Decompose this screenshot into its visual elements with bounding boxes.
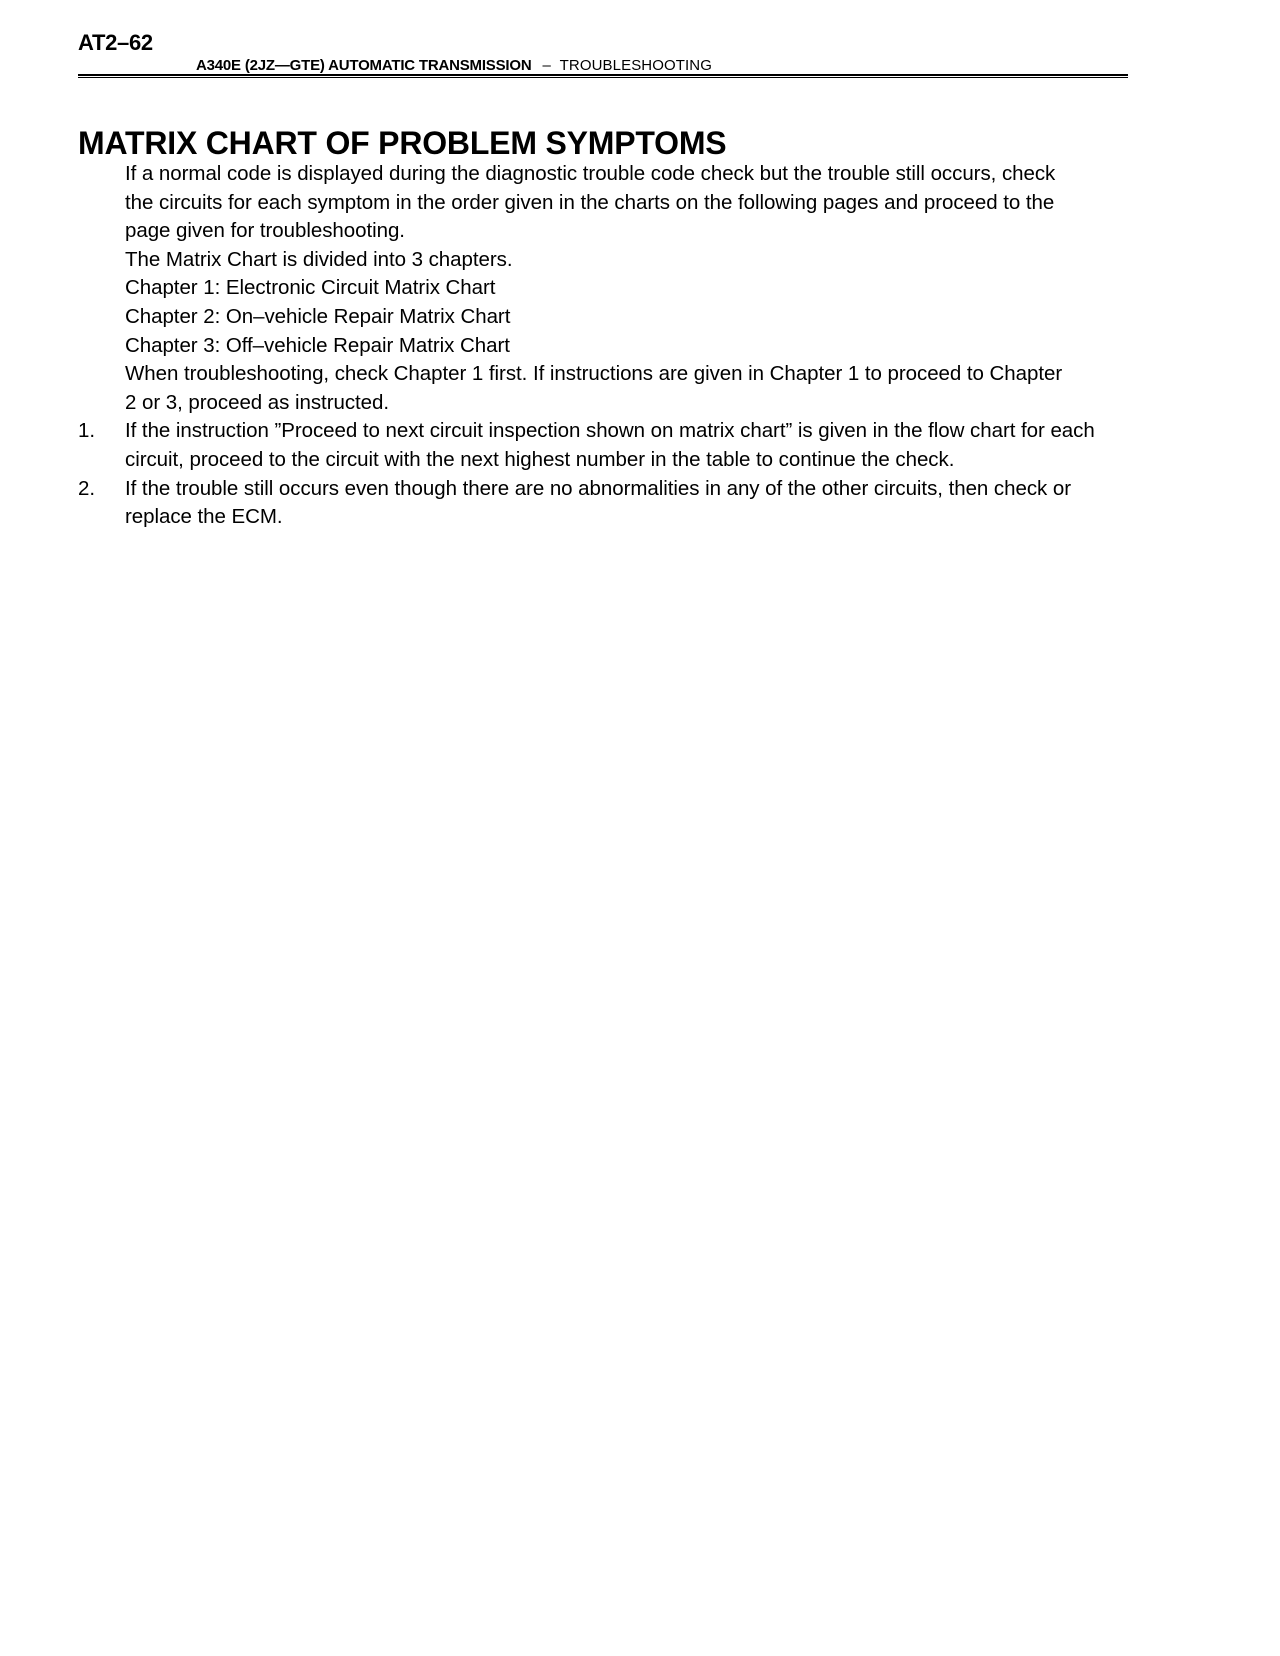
numbered-item-2-line-2: replace the ECM. bbox=[125, 505, 283, 529]
page-number: AT2–62 bbox=[78, 30, 153, 55]
header-subtitle bbox=[196, 57, 712, 75]
header-divider-rule bbox=[78, 74, 1128, 78]
when-troubleshooting-line-1: When troubleshooting, check Chapter 1 first. If instructions are given in Chapter 1 to proceed to Chapter bbox=[125, 362, 1063, 386]
chapter-2-line: Chapter 2: On–vehicle Repair Matrix Chart bbox=[125, 304, 511, 328]
chapter-1-line: Chapter 1: Electronic Circuit Matrix Chart bbox=[125, 276, 496, 300]
numbered-item-1-marker: 1. bbox=[78, 419, 95, 443]
intro-paragraph-line-2: the circuits for each symptom in the order given in the charts on the following pages and proceed to the bbox=[125, 190, 1055, 214]
numbered-item-1-line-1: If the instruction ”Proceed to next circuit inspection shown on matrix chart” is given in the flow chart for each bbox=[125, 419, 1095, 443]
numbered-item-1-line-2: circuit, proceed to the circuit with the next highest number in the table to continue the check. bbox=[125, 447, 955, 471]
numbered-item-2-line-1: If the trouble still occurs even though there are no abnormalities in any of the other circuits, then check or bbox=[125, 476, 1071, 500]
page-title: MATRIX CHART OF PROBLEM SYMPTOMS bbox=[78, 125, 727, 162]
when-troubleshooting-line-2: 2 or 3, proceed as instructed. bbox=[125, 390, 390, 414]
body-content bbox=[0, 160, 1280, 532]
chapter-3-line: Chapter 3: Off–vehicle Repair Matrix Chart bbox=[125, 333, 510, 357]
matrix-divided-line: The Matrix Chart is divided into 3 chapters. bbox=[125, 247, 513, 271]
header-subtitle-main: A340E (2JZ—GTE) AUTOMATIC TRANSMISSION bbox=[196, 57, 532, 74]
numbered-item-2-marker: 2. bbox=[78, 476, 95, 500]
numbered-item-1 bbox=[0, 417, 1280, 474]
header-subtitle-section: TROUBLESHOOTING bbox=[559, 57, 713, 74]
numbered-item-2 bbox=[0, 475, 1280, 532]
header-subtitle-separator: – bbox=[542, 57, 551, 74]
intro-paragraph-line-3: page given for troubleshooting. bbox=[125, 219, 405, 243]
intro-paragraph-line-1: If a normal code is displayed during the diagnostic trouble code check but the trouble still occurs, check bbox=[125, 162, 1056, 185]
